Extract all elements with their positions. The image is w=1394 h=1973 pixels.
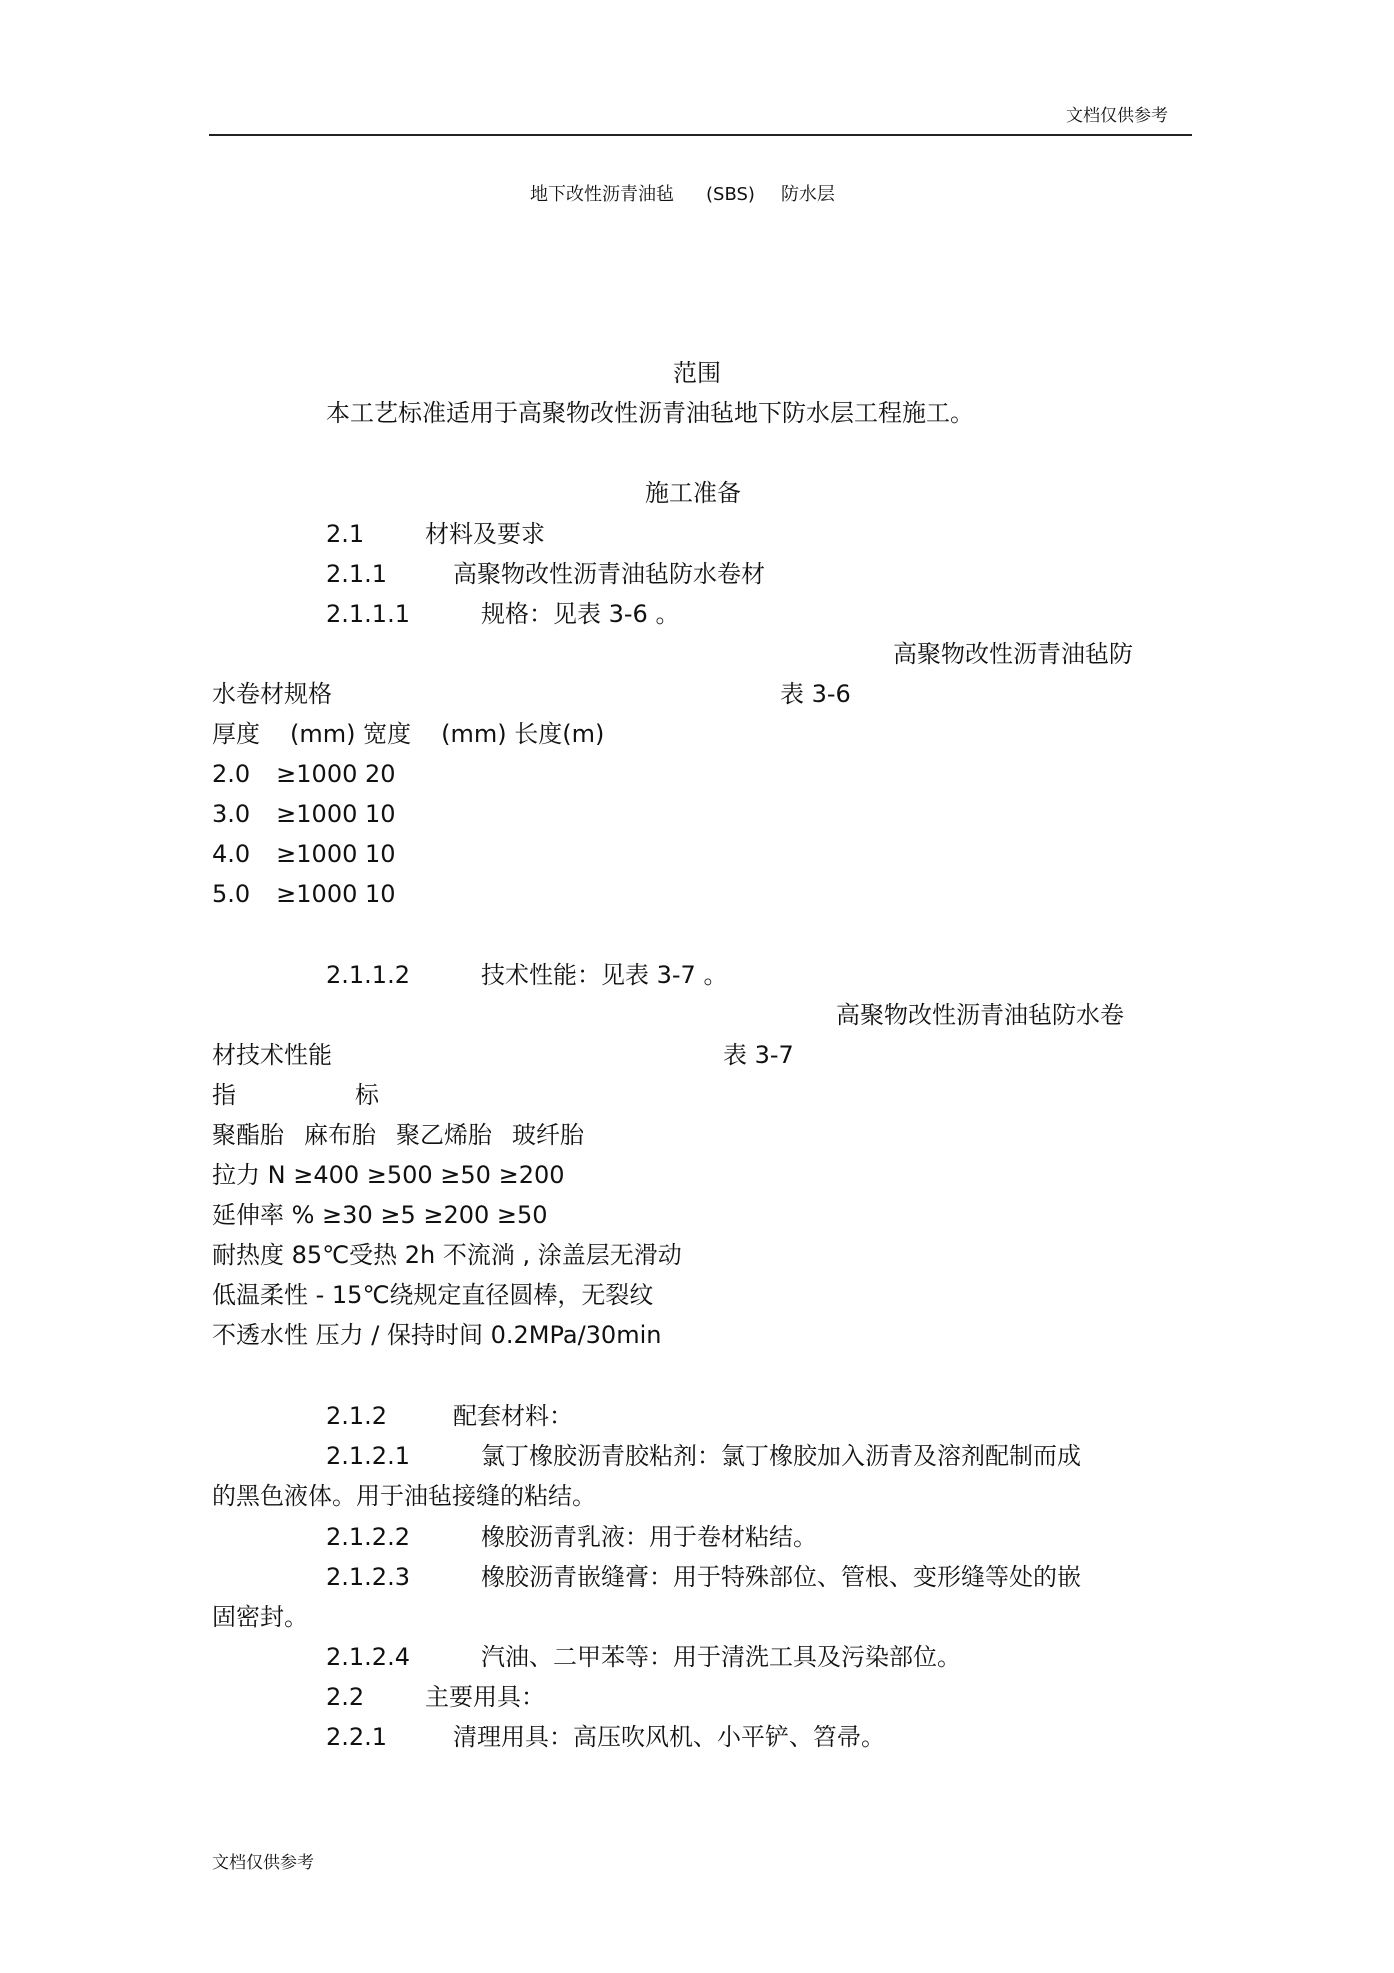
table36-caption-line2: 水卷材规格 xyxy=(212,680,332,708)
s2-1-2-4-text: 汽油、二甲苯等：用于清洗工具及污染部位。 xyxy=(481,1643,961,1671)
table37-row-lowtemp: 低温柔性 - 15℃绕规定直径圆棒，无裂纹 xyxy=(212,1281,654,1309)
s2-1-2-1-text-cont: 的黑色液体。用于油毡接缝的粘结。 xyxy=(212,1482,596,1510)
header-watermark: 文档仅供参考 xyxy=(1066,106,1168,126)
footer-watermark: 文档仅供参考 xyxy=(212,1853,314,1873)
table36-cell-thickness: 2.0 xyxy=(212,760,251,788)
doc-title-part1: 地下改性沥青油毡 xyxy=(530,184,674,205)
table37-type: 玻纤胎 xyxy=(512,1121,584,1149)
table36-cell-thickness: 3.0 xyxy=(212,800,251,828)
table36-cell-values: ≥1000 10 xyxy=(276,880,396,908)
s2-1-2-1-text: 氯丁橡胶沥青胶粘剂：氯丁橡胶加入沥青及溶剂配制而成 xyxy=(481,1442,1081,1470)
table36-header-width: (mm) 宽度 xyxy=(290,720,412,748)
section2-heading: 施工准备 xyxy=(645,479,741,507)
table36-row xyxy=(212,842,396,866)
table36-row xyxy=(212,762,396,786)
s2-1-2-2-num: 2.1.2.2 xyxy=(326,1523,410,1551)
table37-row-heat: 耐热度 85℃受热 2h 不流淌 , 涂盖层无滑动 xyxy=(212,1241,682,1269)
s2-1-2-3-text: 橡胶沥青嵌缝膏：用于特殊部位、管根、变形缝等处的嵌 xyxy=(481,1563,1081,1591)
doc-title-part2: (SBS) xyxy=(706,184,755,205)
table37-number: 表 3-7 xyxy=(723,1041,794,1069)
table37-row-tensile: 拉力 N ≥400 ≥500 ≥50 ≥200 xyxy=(212,1161,565,1189)
s2-1-text: 材料及要求 xyxy=(425,520,545,548)
s2-1-num: 2.1 xyxy=(326,520,365,548)
table36-cell-thickness: 4.0 xyxy=(212,840,251,868)
s2-1-1-text: 高聚物改性沥青油毡防水卷材 xyxy=(453,560,765,588)
table36-row xyxy=(212,802,396,826)
table36-header-length: (mm) 长度(m) xyxy=(441,720,605,748)
table37-type: 麻布胎 xyxy=(304,1121,376,1149)
s2-1-1-2-text: 技术性能：见表 3-7 。 xyxy=(481,961,728,989)
table36-header-thickness: 厚度 xyxy=(212,720,260,748)
s2-1-1-2-num: 2.1.1.2 xyxy=(326,961,410,989)
s2-1-2-1-num: 2.1.2.1 xyxy=(326,1442,410,1470)
s2-1-2-4-num: 2.1.2.4 xyxy=(326,1643,410,1671)
s2-2-num: 2.2 xyxy=(326,1683,365,1711)
table37-caption-line1: 高聚物改性沥青油毡防水卷 xyxy=(836,1001,1124,1029)
s2-1-1-1-num: 2.1.1.1 xyxy=(326,600,410,628)
table37-caption-line2: 材技术性能 xyxy=(212,1041,332,1069)
table36-cell-thickness: 5.0 xyxy=(212,880,251,908)
table36-cell-values: ≥1000 10 xyxy=(276,840,396,868)
s2-1-2-3-num: 2.1.2.3 xyxy=(326,1563,410,1591)
doc-title-part3: 防水层 xyxy=(780,184,835,205)
table36-caption-line1: 高聚物改性沥青油毡防 xyxy=(893,640,1133,668)
table36-header xyxy=(212,722,604,746)
table37-index-a: 指 xyxy=(212,1081,236,1109)
section1-heading: 范围 xyxy=(673,359,721,387)
section1-text: 本工艺标准适用于高聚物改性沥青油毡地下防水层工程施工。 xyxy=(326,399,974,427)
doc-title xyxy=(530,180,835,206)
s2-2-1-text: 清理用具：高压吹风机、小平铲、笤帚。 xyxy=(453,1723,885,1751)
s2-1-1-num: 2.1.1 xyxy=(326,560,388,588)
table37-row-elongation: 延伸率 % ≥30 ≥5 ≥200 ≥50 xyxy=(212,1201,548,1229)
table36-cell-values: ≥1000 10 xyxy=(276,800,396,828)
s2-2-1-num: 2.2.1 xyxy=(326,1723,388,1751)
table37-index-b: 标 xyxy=(355,1081,379,1109)
table36-number: 表 3-6 xyxy=(780,680,851,708)
s2-1-2-3-text-cont: 固密封。 xyxy=(212,1603,308,1631)
s2-1-1-1-text: 规格：见表 3-6 。 xyxy=(481,600,680,628)
s2-1-2-num: 2.1.2 xyxy=(326,1402,388,1430)
header-rule xyxy=(209,134,1192,136)
s2-1-2-text: 配套材料： xyxy=(453,1402,573,1430)
table37-type: 聚酯胎 xyxy=(212,1121,284,1149)
table37-row-impermeability: 不透水性 压力 / 保持时间 0.2MPa/30min xyxy=(212,1321,662,1349)
s2-1-2-2-text: 橡胶沥青乳液：用于卷材粘结。 xyxy=(481,1523,817,1551)
table36-row xyxy=(212,882,396,906)
table37-type: 聚乙烯胎 xyxy=(396,1121,492,1149)
table36-cell-values: ≥1000 20 xyxy=(276,760,396,788)
s2-2-text: 主要用具： xyxy=(425,1683,545,1711)
table37-types xyxy=(212,1123,584,1147)
